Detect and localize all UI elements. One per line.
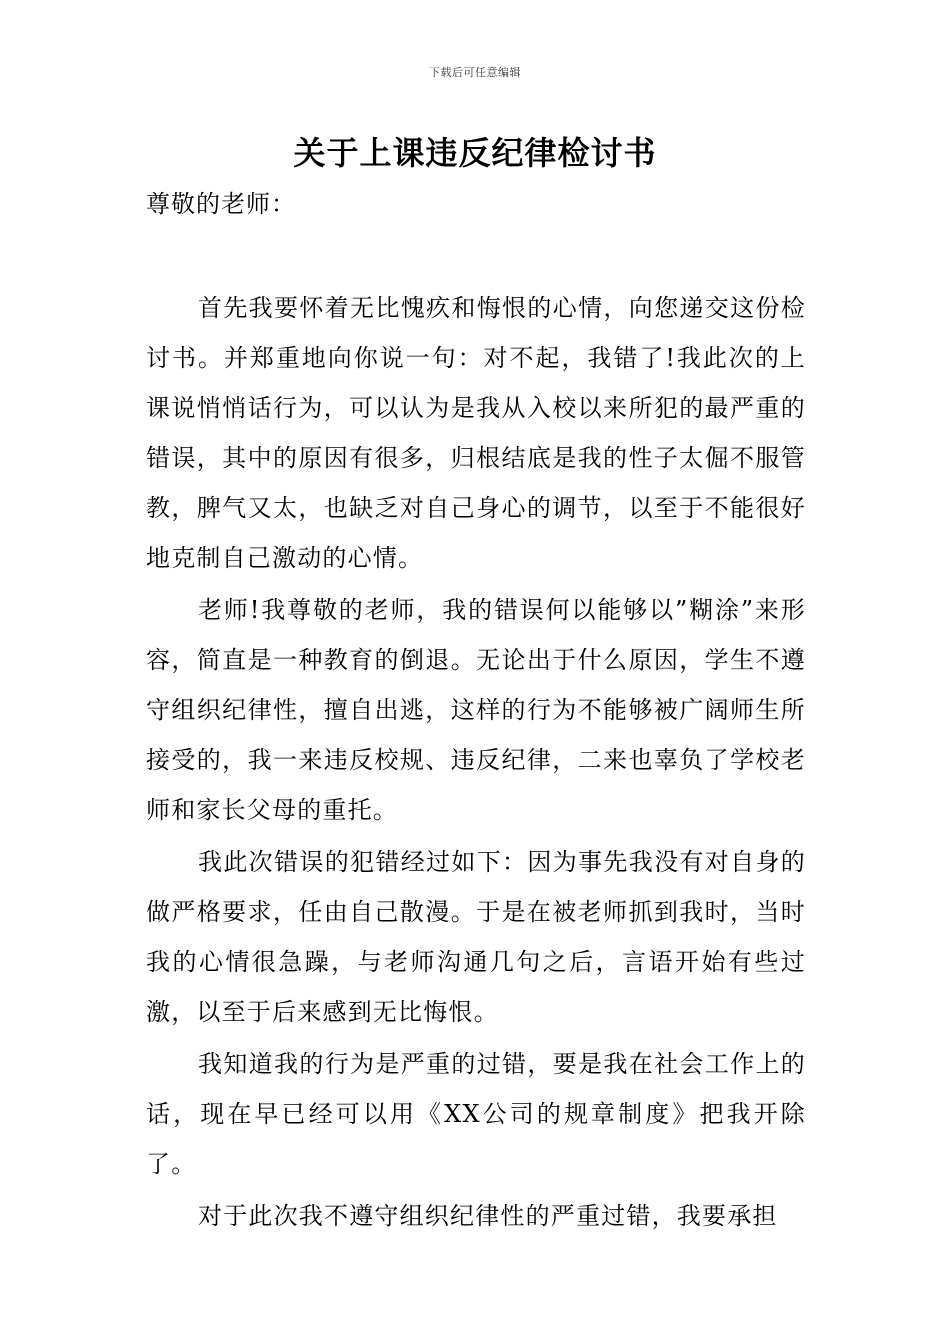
paragraph-1: 首先我要怀着无比愧疚和悔恨的心情，向您递交这份检讨书。并郑重地向你说一句：对不起，我错了!我此次的上课说悄悄话行为，可以认为是我从入校以来所犯的最严重的错误，其中的原因有很多，归根结底是我的性子太倔不服管教，脾气又太，也缺乏对自己身心的调节，以至于不能很好地克制自己激动的心情。 [146, 294, 806, 572]
paragraph-3: 我此次错误的犯错经过如下：因为事先我没有对自身的做严格要求，任由自己散漫。于是在被老师抓到我时，当时我的心情很急躁，与老师沟通几句之后，言语开始有些过激，以至于后来感到无比悔恨。 [146, 848, 806, 1026]
salutation: 尊敬的老师： [146, 190, 296, 218]
document-body [146, 283, 806, 1243]
paragraph-5: 对于此次我不遵守组织纪律性的严重过错，我要承担 [198, 1202, 778, 1230]
document-title: 关于上课违反纪律检讨书 [293, 134, 657, 172]
paragraph-4: 我知道我的行为是严重的过错，要是我在社会工作上的话，现在早已经可以用《XX公司的规章制度》把我开除了。 [146, 1050, 806, 1178]
header-note: 下载后可任意编辑 [429, 66, 521, 79]
paragraph-2: 老师!我尊敬的老师，我的错误何以能够以”糊涂”来形容，简直是一种教育的倒退。无论出于什么原因，学生不遵守组织纪律性，擅自出逃，这样的行为不能够被广阔师生所接受的，我一来违反校规、违反纪律，二来也辜负了学校老师和家长父母的重托。 [146, 596, 806, 824]
